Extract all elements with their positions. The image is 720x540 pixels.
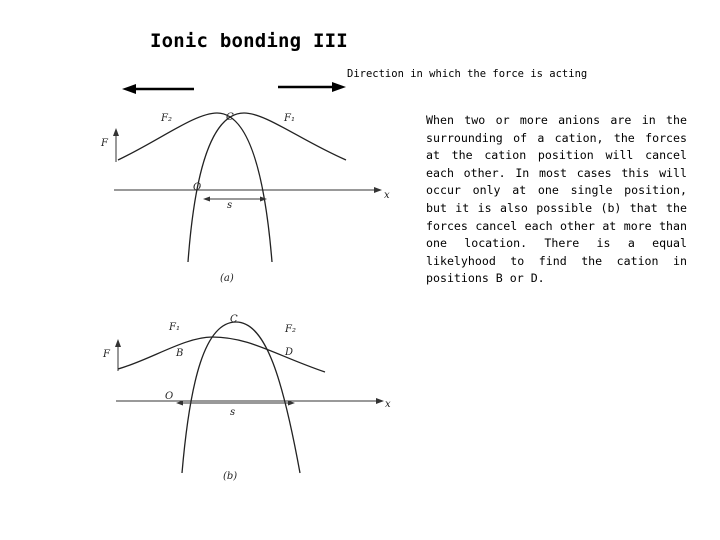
figure-a [100, 112, 390, 284]
curve-label-f2-a: F₂ [161, 113, 172, 124]
right-arrow [278, 82, 346, 92]
left-arrow [122, 84, 194, 94]
origin-label-a: O [193, 182, 202, 193]
crossing-label-c-b: C [230, 314, 238, 325]
crossing-label-b: B [176, 348, 184, 359]
curve-label-f2-b: F₂ [285, 324, 296, 335]
caption-b: (b) [223, 471, 238, 482]
origin-label-b: O [165, 391, 174, 402]
axis-label-x-b: x [385, 399, 391, 410]
span-label-s-b: s [230, 407, 236, 418]
curve-label-f1-b: F₁ [169, 322, 180, 333]
slide-title: Ionic bonding III [150, 30, 348, 52]
axis-label-f-a: F [101, 138, 108, 149]
direction-caption: Direction in which the force is acting [347, 68, 588, 80]
caption-a: (a) [220, 273, 234, 284]
axis-label-f-b: F [103, 349, 110, 360]
span-label-s-a: s [227, 200, 233, 211]
curve-f1-b [118, 337, 325, 372]
explanation-paragraph: When two or more anions are in the surrounding of a cation, the forces at the cation position will cancel each other. In most cases this will occur only at one single position, but it is also possible (b) that the forces cancel each other at more than one location. There is a equal likelyhood to find the cation in positions B or D. [426, 113, 687, 286]
curve-label-f1-a: F₁ [284, 113, 295, 124]
curve-f1-a [188, 113, 346, 262]
curve-f2-b [182, 322, 300, 473]
crossing-label-d: D [285, 347, 294, 358]
axis-label-x-a: x [384, 190, 390, 201]
figure-b [102, 314, 391, 482]
crossing-label-c-a: C [226, 112, 234, 123]
